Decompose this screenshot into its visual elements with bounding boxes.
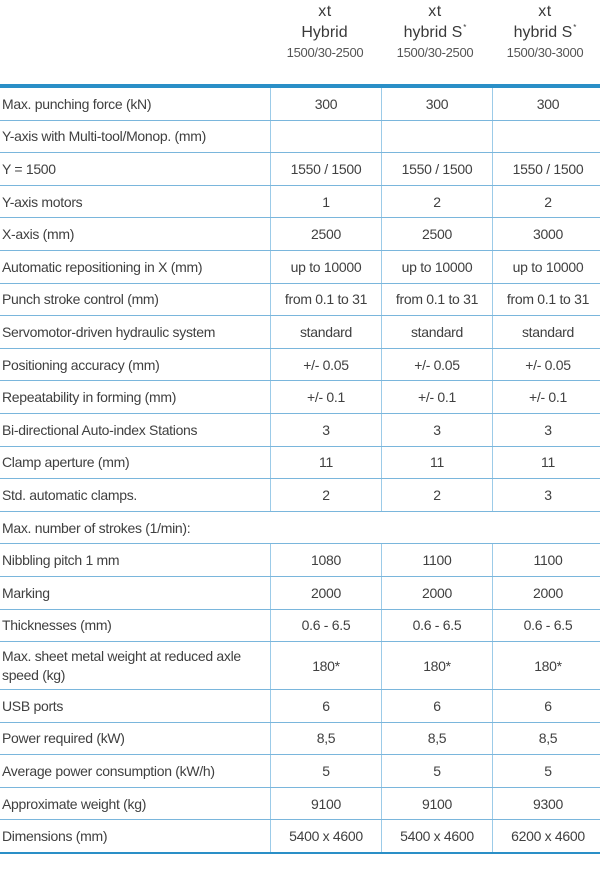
row-value: +/- 0.1: [271, 381, 382, 414]
model-spec: 1500/30-2500: [286, 45, 364, 60]
row-label: Y = 1500: [0, 153, 271, 186]
row-value: 2000: [382, 576, 493, 609]
table-row: [0, 446, 600, 479]
row-value: 1100: [493, 544, 600, 577]
row-value: [271, 120, 382, 153]
row-value: [493, 120, 600, 153]
row-value: 8,5: [271, 722, 382, 755]
row-value: 1080: [271, 544, 382, 577]
row-label: Max. number of strokes (1/min):: [0, 511, 271, 544]
row-label: Y-axis motors: [0, 185, 271, 218]
row-value: up to 10000: [382, 250, 493, 283]
table-row: [0, 88, 600, 120]
row-value: 3: [493, 479, 600, 512]
row-value: standard: [382, 316, 493, 349]
row-value: 3: [382, 413, 493, 446]
row-value: 1: [271, 185, 382, 218]
row-label: Y-axis with Multi-tool/Monop. (mm): [0, 120, 271, 153]
row-value: +/- 0.05: [493, 348, 600, 381]
row-value: 8,5: [382, 722, 493, 755]
table-row: [0, 381, 600, 414]
row-value: 2: [382, 185, 493, 218]
row-label: Positioning accuracy (mm): [0, 348, 271, 381]
row-value: 5: [493, 755, 600, 788]
row-value: 180*: [382, 642, 493, 690]
row-value: 9100: [271, 787, 382, 820]
table-row: [0, 153, 600, 186]
row-value: 11: [271, 446, 382, 479]
row-label: Bi-directional Auto-index Stations: [0, 413, 271, 446]
row-value: 1100: [382, 544, 493, 577]
row-value: 3: [493, 413, 600, 446]
row-value: up to 10000: [271, 250, 382, 283]
row-value: 0.6 - 6.5: [493, 609, 600, 642]
row-value: standard: [271, 316, 382, 349]
row-value: 2: [382, 479, 493, 512]
row-value: [382, 120, 493, 153]
row-value: 300: [271, 88, 382, 120]
row-value: 0.6 - 6.5: [271, 609, 382, 642]
row-value: 2000: [271, 576, 382, 609]
table-row: [0, 820, 600, 853]
row-value: 6: [382, 690, 493, 723]
row-value: 5400 x 4600: [271, 820, 382, 853]
row-value: 300: [382, 88, 493, 120]
row-value: 300: [493, 88, 600, 120]
row-value: [493, 511, 600, 544]
row-value: from 0.1 to 31: [382, 283, 493, 316]
row-value: 180*: [493, 642, 600, 690]
row-value: 1550 / 1500: [382, 153, 493, 186]
row-value: 2: [271, 479, 382, 512]
row-label: Thicknesses (mm): [0, 609, 271, 642]
row-label: Power required (kW): [0, 722, 271, 755]
row-label: Approximate weight (kg): [0, 787, 271, 820]
row-value: +/- 0.05: [271, 348, 382, 381]
row-label: Automatic repositioning in X (mm): [0, 250, 271, 283]
row-value: from 0.1 to 31: [493, 283, 600, 316]
row-label: Average power consumption (kW/h): [0, 755, 271, 788]
row-value: 2500: [382, 218, 493, 251]
row-value: 6: [493, 690, 600, 723]
table-row: [0, 218, 600, 251]
row-value: up to 10000: [493, 250, 600, 283]
row-label: Std. automatic clamps.: [0, 479, 271, 512]
row-value: 11: [493, 446, 600, 479]
row-value: 6200 x 4600: [493, 820, 600, 853]
model-spec: 1500/30-2500: [396, 45, 474, 60]
row-value: standard: [493, 316, 600, 349]
row-value: 3000: [493, 218, 600, 251]
row-value: from 0.1 to 31: [271, 283, 382, 316]
table-row: [0, 250, 600, 283]
table-section-row: [0, 120, 600, 153]
row-value: +/- 0.1: [382, 381, 493, 414]
row-value: [271, 511, 382, 544]
row-label: Dimensions (mm): [0, 820, 271, 853]
row-value: 1550 / 1500: [271, 153, 382, 186]
row-value: 0.6 - 6.5: [382, 609, 493, 642]
row-value: 11: [382, 446, 493, 479]
row-label: Marking: [0, 576, 271, 609]
model-header-1: [270, 4, 380, 59]
table-header: [0, 0, 600, 84]
row-label: Repeatability in forming (mm): [0, 381, 271, 414]
table-row: [0, 348, 600, 381]
model-header-2: [380, 4, 490, 59]
row-label: USB ports: [0, 690, 271, 723]
table-row: [0, 185, 600, 218]
model-name: hybrid S*: [513, 23, 577, 41]
table-row: [0, 479, 600, 512]
row-value: 5: [382, 755, 493, 788]
row-value: [382, 511, 493, 544]
row-value: 8,5: [493, 722, 600, 755]
model-brand: xt: [538, 3, 552, 20]
row-value: 9100: [382, 787, 493, 820]
table-row: [0, 609, 600, 642]
row-value: 2: [493, 185, 600, 218]
row-label: Servomotor-driven hydraulic system: [0, 316, 271, 349]
row-value: 5400 x 4600: [382, 820, 493, 853]
model-header-3: [490, 4, 600, 59]
row-label: Max. sheet metal weight at reduced axle speed (kg): [0, 642, 271, 690]
row-value: 6: [271, 690, 382, 723]
model-spec: 1500/30-3000: [506, 45, 584, 60]
table-row: [0, 413, 600, 446]
table-row: [0, 755, 600, 788]
table-row: [0, 690, 600, 723]
row-label: X-axis (mm): [0, 218, 271, 251]
model-name: Hybrid: [301, 24, 348, 41]
row-value: 2500: [271, 218, 382, 251]
model-brand: xt: [318, 3, 332, 20]
spec-table: [0, 88, 600, 854]
row-value: 180*: [271, 642, 382, 690]
row-value: +/- 0.05: [382, 348, 493, 381]
row-label: Clamp aperture (mm): [0, 446, 271, 479]
row-label: Punch stroke control (mm): [0, 283, 271, 316]
model-name: hybrid S*: [403, 23, 467, 41]
model-brand: xt: [428, 3, 442, 20]
row-value: +/- 0.1: [493, 381, 600, 414]
row-label: Max. punching force (kN): [0, 88, 271, 120]
table-row: [0, 722, 600, 755]
row-label: Nibbling pitch 1 mm: [0, 544, 271, 577]
table-row: [0, 316, 600, 349]
row-value: 5: [271, 755, 382, 788]
row-value: 9300: [493, 787, 600, 820]
table-row: [0, 642, 600, 690]
table-row: [0, 787, 600, 820]
table-row: [0, 576, 600, 609]
table-row: [0, 544, 600, 577]
row-value: 1550 / 1500: [493, 153, 600, 186]
row-value: 2000: [493, 576, 600, 609]
table-row: [0, 283, 600, 316]
table-section-row: [0, 511, 600, 544]
row-value: 3: [271, 413, 382, 446]
